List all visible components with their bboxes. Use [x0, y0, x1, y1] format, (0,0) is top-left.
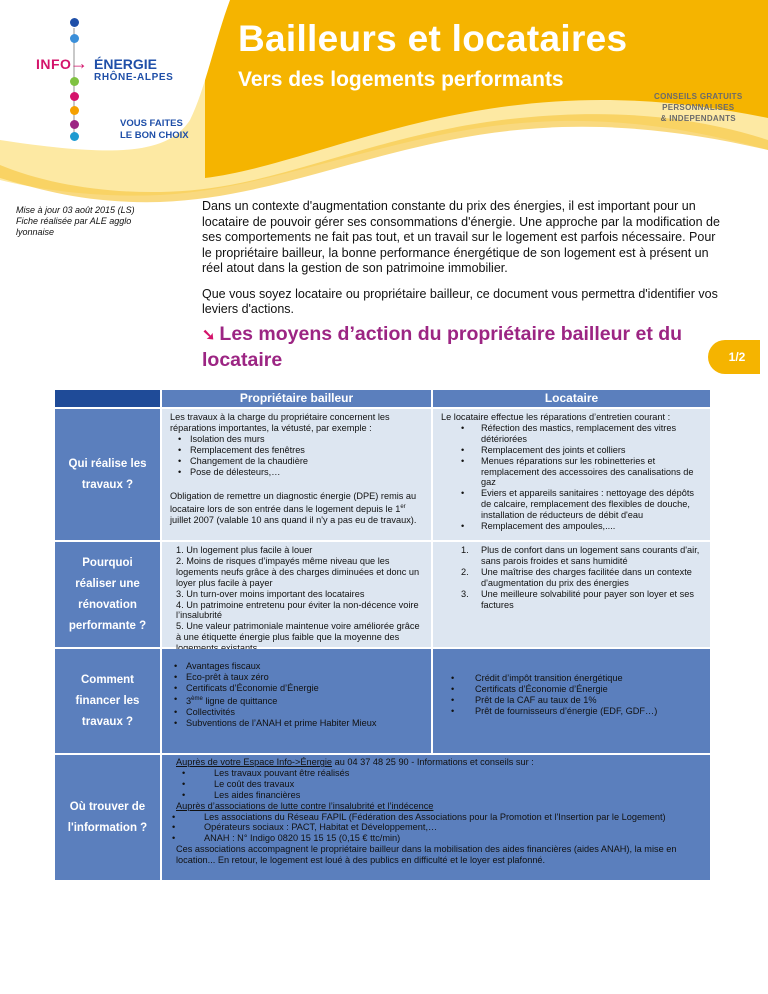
- intro-paragraph-1: Dans un contexte d'augmentation constante du prix des énergies, il est important pour un locataire de pouvoir gérer ses consommations d'énergie. Une approche par la modification de ses comportements ne fait pas tout, et un travail sur le logement est parfois nécessaire. Pour le propriétaire bailleur, la bonne performance énergétique de son logement est à présent un réel atout dans la gestion de son patrimoine immobilier.: [202, 199, 720, 275]
- logo-arrow-icon: →: [70, 53, 88, 73]
- tenant-finance-cell: [433, 649, 710, 753]
- list-item: • Menues réparations sur les robinetteries et remplacement des accessoires des canalisations de gaz: [439, 456, 702, 489]
- list-item: • Prêt de la CAF au taux de 1%: [429, 695, 702, 706]
- item4-b: ligne de quittance: [202, 695, 278, 706]
- associations-line: [176, 801, 696, 812]
- update-date: Mise à jour 03 août 2015 (LS): [16, 205, 135, 215]
- associations-list: [164, 812, 696, 845]
- list-item: • Certificats d’Économie d’Énergie: [429, 684, 702, 695]
- dpe-note-sup: er: [400, 504, 406, 511]
- conseils-tagline: CONSEILS GRATUITS PERSONNALISES & INDEPENDANTS: [654, 92, 743, 123]
- section-heading: [202, 322, 722, 373]
- list-item: • Collectivités: [152, 707, 423, 718]
- item4-sup: ème: [191, 695, 203, 702]
- logo-region-text: RHÔNE-ALPES: [94, 72, 174, 83]
- label-where-text: Où trouver de l'information ?: [67, 800, 148, 834]
- list-item: • Remplacement des joints et colliers: [439, 445, 702, 456]
- header-tenant: Locataire: [433, 390, 710, 407]
- list-item: • Crédit d’impôt transition énergétique: [429, 673, 702, 684]
- owner-who-list: [156, 434, 423, 478]
- list-item: • Réfection des mastics, remplacement des vitres détériorées: [439, 423, 702, 445]
- tenant-who-intro: Le locataire effectue les réparations d’entretien courant :: [441, 412, 671, 422]
- eie-link[interactable]: Auprès de votre Espace Info->Énergie: [176, 757, 333, 767]
- item-number: 3.: [461, 588, 469, 599]
- owner-who-intro: Les travaux à la charge du propriétaire concernent les réparations importantes, la vétusté, par exemple :: [170, 412, 390, 433]
- arrow-right-icon: ➘: [202, 327, 216, 344]
- list-item: • Eco-prêt à taux zéro: [152, 672, 423, 683]
- table-corner: [55, 390, 160, 407]
- item-text: Plus de confort dans un logement sans courants d'air, sans parois froides et sans humidité: [481, 545, 700, 566]
- intro-text: [202, 199, 722, 328]
- item-number: 2.: [461, 566, 469, 577]
- header-banner: [0, 0, 768, 205]
- where-cell: [162, 755, 710, 880]
- intro-paragraph-2: Que vous soyez locataire ou propriétaire bailleur, ce document vous permettra d'identifier vos leviers d'actions.: [202, 286, 718, 316]
- sun-icon: [70, 106, 79, 115]
- eie-line: [176, 757, 696, 768]
- page-subtitle: Vers des logements performants: [238, 68, 564, 91]
- page-title: Bailleurs et locataires: [238, 18, 628, 59]
- house-icon: [70, 120, 79, 129]
- item-text: Une meilleure solvabilité pour payer son loyer et ses factures: [481, 588, 694, 610]
- label-who: [55, 409, 160, 540]
- owner-who-cell: [162, 409, 431, 540]
- tenant-finance-list: [429, 673, 702, 717]
- closing-note: Ces associations accompagnent le propriétaire bailleur dans la mobilisation des aides financières (aides ANAH), la mise en location... En retour, le logement est loué à des publics en difficulté et le loyer est plafonné.: [176, 844, 677, 866]
- list-item: 4. Un patrimoine entretenu pour éviter la non-décence voire l’insalubrité: [176, 599, 419, 621]
- bolt-icon: [70, 92, 79, 101]
- label-who-text: Qui réalise les travaux ?: [68, 457, 147, 491]
- dpe-note-b: juillet 2007 (valable 10 ans quand il n'y a pas eu de travaux).: [170, 515, 417, 526]
- list-item: [441, 589, 702, 611]
- car-icon: [70, 132, 79, 141]
- label-where: [55, 755, 160, 880]
- author-note: Fiche réalisée par ALE agglo lyonnaise: [16, 216, 132, 237]
- list-item: • Remplacement des ampoules,....: [439, 521, 702, 532]
- drop-icon: [70, 34, 79, 43]
- list-item: • Les associations du Réseau FAPIL (Fédération des Associations pour la Promotion et l'Insertion par le Logement): [164, 812, 696, 823]
- list-item: • ANAH : N° Indigo 0820 15 15 15 (0,15 € ttc/min): [164, 833, 696, 844]
- list-item: • Isolation des murs: [156, 434, 423, 445]
- list-item: 1. Un logement plus facile à louer: [176, 545, 313, 555]
- list-item: • Changement de la chaudière: [156, 456, 423, 467]
- tenant-why-cell: [433, 542, 710, 647]
- tenant-why-list: [441, 545, 702, 610]
- associations-link[interactable]: Auprès d’associations de lutte contre l’insalubrité et l’indécence: [176, 800, 434, 811]
- list-item: 3. Un turn-over moins important des locataires: [176, 588, 365, 599]
- actions-table: [55, 390, 710, 880]
- list-item: 5. Une valeur patrimoniale maintenue voire améliorée grâce à une étiquette énergie plus faible que la moyenne des: [176, 621, 420, 643]
- logo-info-text: INFO: [36, 56, 72, 72]
- list-item: • Certificats d’Économie d’Énergie: [152, 683, 423, 694]
- list-item: • Le coût des travaux: [174, 779, 696, 790]
- list-item: • Pose de délesteurs,…: [156, 467, 423, 478]
- owner-finance-list: [152, 661, 423, 729]
- logo-tagline: VOUS FAITES LE BON CHOIX: [120, 118, 189, 141]
- list-item: [152, 694, 423, 707]
- owner-why-cell: [162, 542, 431, 647]
- list-item: • Avantages fiscaux: [152, 661, 423, 672]
- item-number: 1.: [461, 545, 469, 555]
- section-heading-text: Les moyens d’action du propriétaire bailleur et du locataire: [202, 323, 683, 371]
- globe-icon: [70, 18, 79, 27]
- list-item: • Prêt de fournisseurs d’énergie (EDF, GDF…): [429, 706, 702, 717]
- label-why-text: Pourquoi réaliser une rénovation performante ?: [68, 556, 147, 632]
- label-finance: [55, 649, 160, 753]
- page-number-badge: 1/2: [708, 340, 760, 374]
- list-item: 2. Moins de risques d’impayés même niveau que les logements neufs grâce à des charges diminuées et donc un loyer plus facile à payer: [176, 555, 420, 588]
- list-item: • Subventions de l’ANAH et prime Habiter Mieux: [152, 718, 423, 729]
- item-text: Une maîtrise des charges facilitée dans un contexte d'augmentation du prix des énergies: [481, 566, 692, 588]
- list-item: • Les travaux pouvant être réalisés: [174, 768, 696, 779]
- list-item: • Les aides financières: [174, 790, 696, 801]
- label-why: [55, 542, 160, 647]
- list-item: [441, 545, 702, 567]
- logo-energie-text: ÉNERGIE: [94, 56, 158, 72]
- list-item: [441, 567, 702, 589]
- list-item: • Eviers et appareils sanitaires : nettoyage des dépôts de calcaire, remplacement des flexibles de douche, installation de réducteurs de débit d'eau: [439, 488, 702, 521]
- tenant-who-list: [439, 423, 702, 532]
- label-finance-text: Comment financer les travaux ?: [75, 673, 140, 728]
- eie-list: [174, 768, 696, 801]
- list-item: • Opérateurs sociaux : PACT, Habitat et Développement,…: [164, 822, 696, 833]
- eie-phone: au 04 37 48 25 90 - Informations et conseils sur :: [332, 757, 534, 767]
- header-owner: Propriétaire bailleur: [162, 390, 431, 407]
- list-item: • Remplacement des fenêtres: [156, 445, 423, 456]
- item4-a: 3: [186, 695, 192, 706]
- leaf-icon: [70, 77, 79, 86]
- dpe-note-a: Obligation de remettre un diagnostic énergie (DPE) remis au locataire lors de son entrée dans le logement depuis le 1: [170, 491, 417, 515]
- owner-dpe-note: [170, 491, 423, 526]
- owner-finance-cell: [162, 649, 431, 753]
- meta-info: [16, 205, 166, 238]
- tenant-who-cell: [433, 409, 710, 540]
